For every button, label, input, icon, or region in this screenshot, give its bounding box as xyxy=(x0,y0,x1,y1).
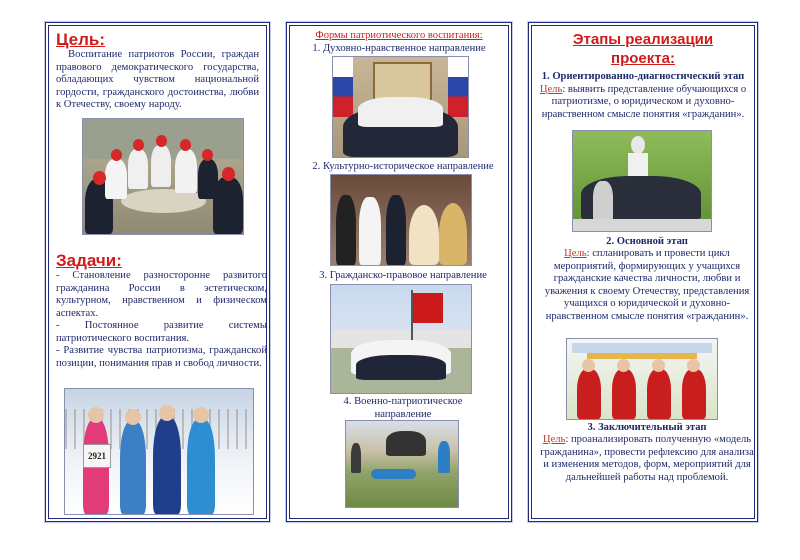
task-item: - Становление разносторонне развитого гражданина России в эстетическом, культурном, нравственном и физическом аспектах. xyxy=(56,270,267,319)
goal-label: Цель xyxy=(539,83,563,95)
panel-stages xyxy=(528,22,758,522)
task-item: - Постоянное развитие системы патриотического воспитания. xyxy=(56,320,267,344)
tasks-heading: Задачи: xyxy=(56,251,122,270)
photo-red-flag xyxy=(330,284,472,394)
tasks-list xyxy=(56,270,267,370)
goal-label: Цель xyxy=(564,248,587,259)
photo-ballroom xyxy=(330,174,472,266)
goal-text: Воспитание патриотов России, граждан правового демократического государства, обладающих чувством национальной гордости, гражданского достоинства, любви к Отечеству, своему народу. xyxy=(56,49,259,110)
photo-cadets-table xyxy=(82,118,244,235)
photo-military-training xyxy=(345,420,459,508)
goal-heading: Цель: xyxy=(56,30,105,49)
panel-goals xyxy=(45,22,270,522)
form-item-1: 1. Духовно-нравственное направление xyxy=(312,43,486,54)
photo-monument-group xyxy=(572,130,712,232)
form-item-4: 4. Военно-патриотическое направление xyxy=(343,396,463,420)
forms-heading: Формы патриотического воспитания: xyxy=(315,30,483,41)
panel-forms xyxy=(286,22,512,522)
form-item-3: 3. Гражданско-правовое направление xyxy=(319,270,487,281)
stage3-title: 3. Заключительный этап xyxy=(587,422,707,433)
form-item-2: 2. Культурно-историческое направление xyxy=(312,161,494,172)
stage1-goal: Цель: выявить представление обучающихся о патриотизме, о юридическом и духовно-нравственном смысле понятия «гражданин». xyxy=(539,83,747,120)
stage2-goal: Цель: спланировать и провести цикл мероприятий, формирующих у учащихся гражданские качества личности, любви и уважения к своему Отечеству, представления учащихся о юридической и духовно-нравственном смысле понятия «гражданин». xyxy=(544,248,750,322)
photo-ski-girls xyxy=(64,388,254,515)
goal-label: Цель xyxy=(542,434,566,445)
photo-church-group xyxy=(332,56,469,158)
stage2-title: 2. Основной этап xyxy=(606,236,688,247)
task-item: - Развитие чувства патриотизма, гражданской позиции, понимания прав и свобод личности. xyxy=(56,345,267,369)
stage3-goal: Цель: проанализировать полученную «модель гражданина», провести рефлексию для анализа и изменения методов, форм, мероприятий для дальнейшей работы над проблемой. xyxy=(540,434,754,483)
stage1-title: 1. Ориентированно-диагностический этап xyxy=(541,71,745,82)
bib-number: 2921 xyxy=(83,444,111,468)
stages-heading: Этапы реализации проекта: xyxy=(572,31,714,67)
photo-folk-dance xyxy=(566,338,718,420)
